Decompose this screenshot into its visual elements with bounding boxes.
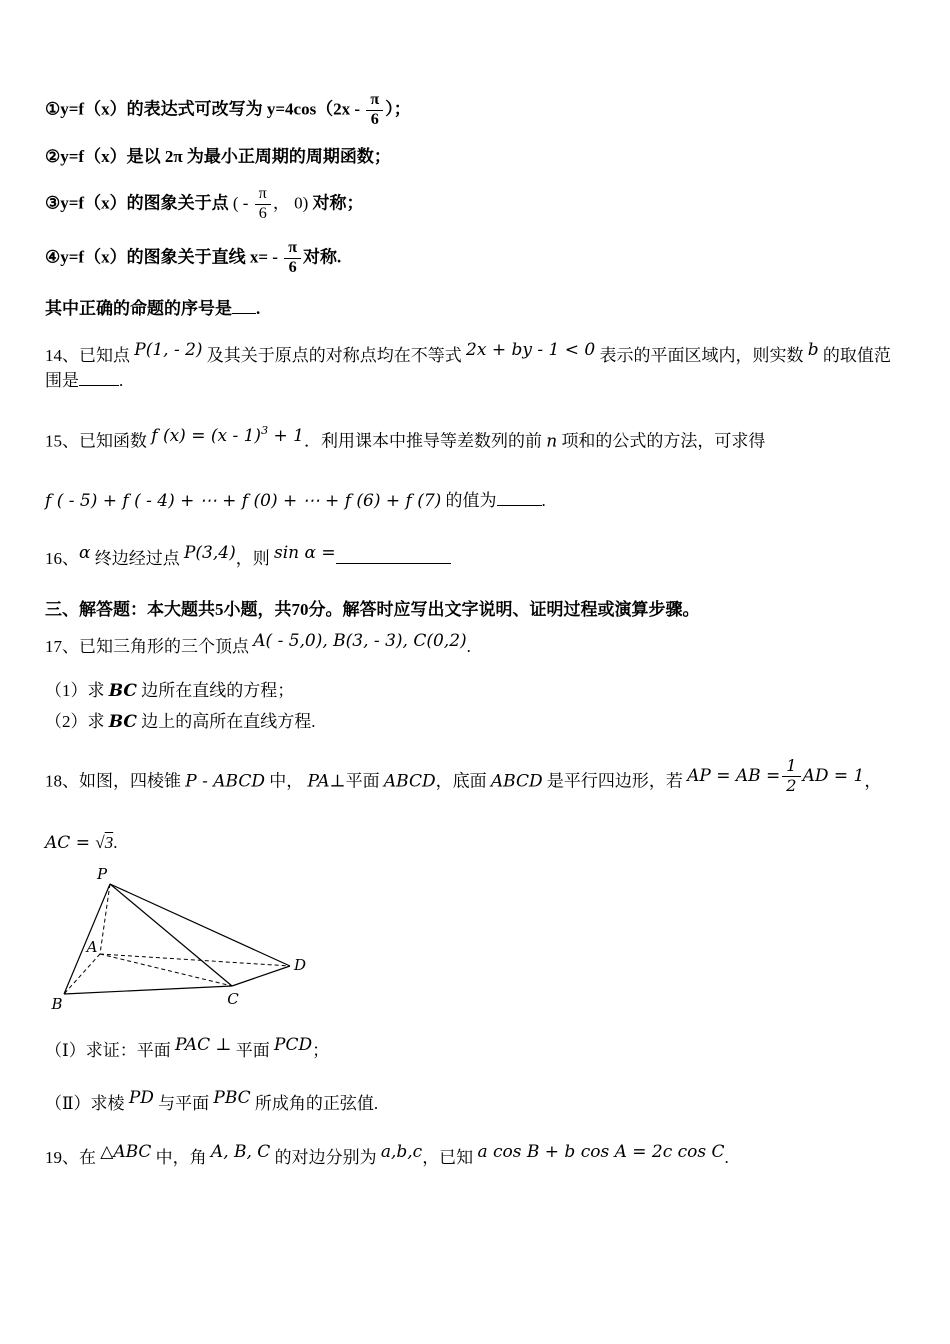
text-run: PBC	[213, 1087, 251, 1108]
text-run: 16、	[45, 549, 79, 569]
fraction	[284, 240, 301, 277]
text-run: （2）求	[45, 711, 109, 731]
text-run: ABCD	[383, 771, 436, 792]
answer-blank	[336, 550, 451, 564]
solid-edges	[64, 884, 290, 994]
text-run: .	[256, 299, 261, 319]
q15-sum	[45, 489, 905, 514]
text-run: ）；	[385, 99, 411, 119]
text-run: （Ⅱ）求棱	[45, 1093, 129, 1113]
vertex-label-c: C	[227, 989, 239, 1008]
text-run: f ( - 5) + f ( - 4) + ⋯ + f (0) + ⋯ + f (6) + f (7)	[45, 490, 442, 511]
text-run: 其中正确的命题的序号是	[45, 299, 232, 319]
q18-ac	[45, 831, 905, 856]
text-run: 边所在直线的方程；	[136, 681, 295, 701]
fraction	[366, 92, 383, 129]
fraction-numerator: 1	[782, 758, 800, 777]
text-run: a,b,c	[380, 1142, 423, 1163]
text-run: 项和的公式的方法，可求得	[557, 431, 766, 451]
statement-1	[45, 92, 905, 129]
text-run: 三、解答题：本大题共5小题，共70分。解答时应写出文字说明、证明过程或演算步骤。	[45, 599, 700, 619]
text-run: ③y=f（x）的图象关于点	[45, 192, 233, 212]
fraction-denominator: 6	[258, 204, 267, 222]
text-run: A( - 5,0), B(3, - 3), C(0,2)	[253, 630, 467, 651]
vertex-label-p: P	[96, 865, 108, 883]
superscript: 3	[261, 424, 269, 438]
text-run: .	[541, 490, 546, 510]
text-run: ①y=f（x）的表达式可改写为 y=4cos（2x -	[45, 99, 365, 119]
vertex-label-d: D	[293, 955, 307, 974]
text-run: 平面	[345, 771, 384, 791]
text-run: ，则	[235, 549, 274, 569]
text-run: PD	[128, 1087, 154, 1108]
text-run: ，	[864, 771, 882, 791]
text-run: .	[724, 1148, 729, 1168]
text-run: n	[546, 431, 558, 452]
text-run: ， 0)	[272, 192, 309, 212]
text-run: + 1	[268, 425, 304, 446]
q14	[45, 340, 905, 393]
q16	[45, 543, 905, 572]
text-run: f (x) = (x - 1)	[151, 425, 262, 446]
fraction-numerator: π	[366, 92, 383, 111]
fraction-numerator: π	[255, 186, 271, 205]
text-run: 中，角	[151, 1148, 211, 1168]
fraction	[782, 758, 800, 795]
text-run: 14、已知点	[45, 346, 135, 365]
text-run: 17、已知三角形的三个顶点	[45, 636, 254, 656]
text-run: PAC ⊥	[174, 1034, 232, 1055]
text-run: P(3,4)	[183, 543, 236, 564]
text-run: 表示的平面区域内，则实数	[595, 346, 808, 365]
text-run: △ABC	[100, 1142, 152, 1163]
text-run: 及其关于原点的对称点均在不等式	[202, 346, 467, 365]
text-run: .	[466, 636, 471, 656]
radicand: 3	[104, 833, 114, 853]
text-run: 中，	[264, 771, 308, 791]
text-run: 边上的高所在直线方程.	[136, 711, 316, 731]
text-run: 19、在	[45, 1148, 101, 1168]
text-run: ，已知	[422, 1148, 478, 1168]
text-run: PCD	[274, 1034, 313, 1055]
radical-sign: √	[95, 833, 105, 853]
section3-header	[45, 598, 905, 623]
content-bottom	[45, 1034, 905, 1171]
q17-part2	[45, 710, 905, 735]
q19	[45, 1142, 905, 1171]
text-run: 与平面	[153, 1093, 214, 1113]
text-run: BC	[108, 711, 137, 732]
text-run: .	[113, 833, 118, 853]
text-run: 的对边分别为	[270, 1148, 381, 1168]
fraction-numerator: π	[284, 240, 301, 259]
text-run: AP = AB =	[687, 765, 781, 786]
answer-blank	[79, 372, 119, 386]
vertex-label-a: A	[86, 937, 98, 956]
text-run: P - ABCD	[185, 771, 265, 792]
fraction-denominator: 6	[370, 110, 379, 128]
fraction	[255, 186, 271, 223]
text-run: b	[807, 340, 819, 360]
text-run: ，底面	[435, 771, 491, 791]
text-run: ABCD	[490, 771, 543, 792]
text-run: 18、如图，四棱锥	[45, 771, 186, 791]
text-run: 2x + by - 1 < 0	[466, 340, 596, 360]
text-run: 15、已知函数	[45, 431, 152, 451]
text-run: 所成角的正弦值.	[250, 1093, 379, 1113]
text-run: ；	[312, 1040, 330, 1060]
text-run: 平面	[231, 1040, 275, 1060]
q15-intro	[45, 424, 905, 454]
text-run: 对称.	[303, 247, 342, 267]
statement-3	[45, 186, 905, 223]
text-run: ．利用课本中推导等差数列的前	[303, 431, 547, 451]
text-run: 对称；	[308, 192, 364, 212]
q18-intro	[45, 756, 905, 801]
text-run: P(1, - 2)	[134, 340, 203, 360]
pyramid-figure	[50, 866, 905, 1029]
text-run: AD = 1	[802, 765, 865, 786]
text-run: （Ⅰ）求证：平面	[45, 1040, 175, 1060]
text-run: 的值为	[441, 490, 497, 510]
text-run: BC	[108, 681, 137, 702]
text-run: .	[119, 370, 124, 390]
fraction-denominator: 2	[786, 776, 797, 796]
q18-part2	[45, 1087, 905, 1117]
text-run: AC =	[45, 833, 96, 854]
q18-part1	[45, 1034, 905, 1064]
text-run: ( -	[232, 192, 253, 212]
text-run: （1）求	[45, 681, 109, 701]
text-run: 是平行四边形，若	[542, 771, 688, 791]
content-top	[45, 92, 905, 856]
vertex-label-b: B	[51, 994, 63, 1013]
pyramid-svg	[50, 866, 350, 1024]
q17-part1	[45, 679, 905, 704]
answer-blank	[497, 492, 542, 506]
text-run: 的取值范围是	[45, 346, 891, 390]
text-run: ②y=f（x）是以 2π 为最小正周期的周期函数；	[45, 146, 391, 166]
answer-blank	[232, 300, 256, 314]
text-run: ④y=f（x）的图象关于直线 x= -	[45, 247, 283, 267]
square-root	[95, 833, 113, 852]
text-run: 终边经过点	[90, 549, 184, 569]
text-run: α	[79, 543, 91, 564]
statement-4	[45, 240, 905, 277]
fraction-denominator: 6	[288, 259, 297, 277]
text-run: a cos B + b cos A = 2c cos C	[477, 1142, 725, 1163]
conclusion	[45, 297, 905, 322]
text-run: A, B, C	[210, 1142, 271, 1163]
q17	[45, 630, 905, 660]
text-run: PA⊥	[307, 771, 346, 792]
statement-2	[45, 145, 905, 170]
text-run: sin α =	[273, 543, 336, 564]
